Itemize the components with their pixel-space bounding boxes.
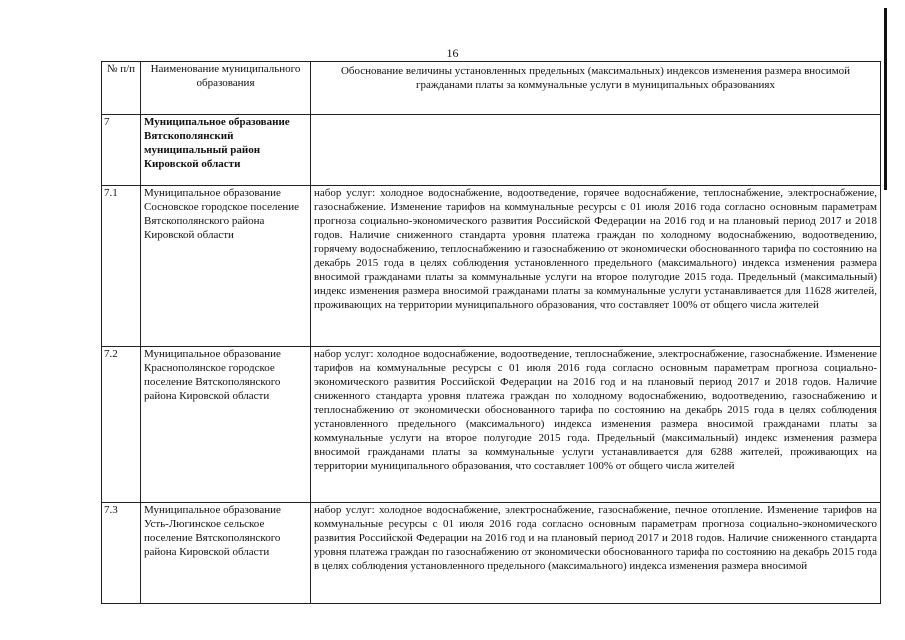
row-municipality: Муниципальное образование Усть-Люгинское сельское поселение Вятскополянского района Кировской области <box>141 503 311 604</box>
row-municipality: Муниципальное образование Вятскополянский муниципальный район Кировской области <box>141 115 311 186</box>
row-municipality: Муниципальное образование Сосновское городское поселение Вятскополянского района Кировской области <box>141 186 311 347</box>
row-number: 7.2 <box>102 347 141 503</box>
row-number: 7.3 <box>102 503 141 604</box>
row-basis: набор услуг: холодное водоснабжение, электроснабжение, газоснабжение, печное отопление. Изменение тарифов на коммунальные ресурсы с 01 июля 2016 года согласно основным параметрам прогноза социально-экономического развития Российской Федерации на 2016 год и на плановый период 2017 и 2018 годов. Наличие сниженного стандарта уровня платежа граждан по газоснабжению от экономически обоснованного тарифа по состоянию на декабрь 2015 года в целях соблюдения установленного предельного (максимального) индекса изменения размера вносимой <box>311 503 881 604</box>
tariff-index-table <box>101 61 881 604</box>
table-row <box>102 503 881 604</box>
row-number: 7 <box>102 115 141 186</box>
header-basis: Обоснование величины установленных предельных (максимальных) индексов изменения размера вносимой гражданами платы за коммунальные услуги в муниципальных образованиях <box>311 62 881 115</box>
row-basis <box>311 115 881 186</box>
page-edge-bar <box>884 8 887 190</box>
table-row <box>102 115 881 186</box>
header-num: № п/п <box>102 62 141 115</box>
row-basis: набор услуг: холодное водоснабжение, водоотведение, горячее водоснабжение, теплоснабжение, электроснабжение, газоснабжение. Изменение тарифов на коммунальные ресурсы с 01 июля 2016 года согласно основным параметрам прогноза социально-экономического развития Российской Федерации на 2016 год и на плановый период 2017 и 2018 годов. Наличие сниженного стандарта уровня платежа граждан по холодному водоснабжению, водоотведению, горячему водоснабжению, теплоснабжению и газоснабжению от экономически обоснованного тарифа по состоянию на декабрь 2015 года в целях соблюдения установленного предельного (максимального) индекса изменения размера вносимой гражданами платы за коммунальные услуги на второе полугодие 2015 года. Предельный (максимальный) индекс изменения размера вносимой гражданами платы за коммунальные услуги устанавливается для 11628 жителей, проживающих на территории муниципального образования, что составляет 100% от общего числа жителей <box>311 186 881 347</box>
page-number: 16 <box>446 46 459 60</box>
table-header-row <box>102 62 881 115</box>
row-basis: набор услуг: холодное водоснабжение, водоотведение, теплоснабжение, электроснабжение, газоснабжение. Изменение тарифов на коммунальные ресурсы с 01 июля 2016 года согласно основным параметрам прогноза социально-экономического развития Российской Федерации на 2016 год и на плановый период 2017 и 2018 годов. Наличие сниженного стандарта уровня платежа граждан по холодному водоснабжению, водоотведению, газоснабжению и теплоснабжению от экономически обоснованного тарифа по состоянию на декабрь 2015 года в целях соблюдения установленного предельного (максимального) индекса изменения размера вносимой гражданами платы за коммунальные услуги на второе полугодие 2015 года. Предельный (максимальный) индекс изменения размера вносимой гражданами платы за коммунальные услуги устанавливается для 6288 жителей, проживающих на территории муниципального образования, что составляет 100% от общего числа жителей <box>311 347 881 503</box>
header-municipality: Наименование муниципального образования <box>141 62 311 115</box>
table-row <box>102 347 881 503</box>
table-row <box>102 186 881 347</box>
row-number: 7.1 <box>102 186 141 347</box>
row-municipality: Муниципальное образование Краснополянское городское поселение Вятскополянского района Кировской области <box>141 347 311 503</box>
